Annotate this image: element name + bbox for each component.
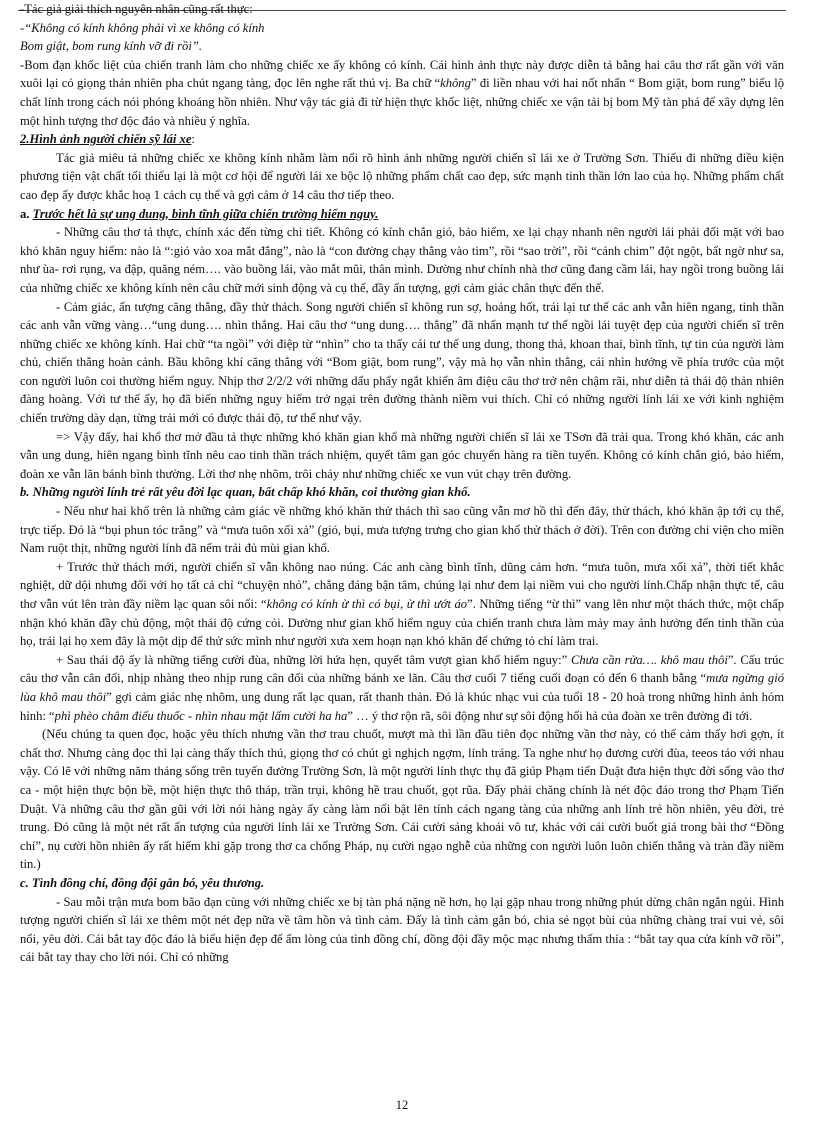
paragraph [20,558,784,651]
heading-label: a. [20,206,30,221]
paragraph: - Cảm giác, ấn tượng căng thẳng, đầy thử thách. Song người chiến sĩ không run sợ, hoảng hốt, trái lại tư thế các anh vẫn hiên ngang, tinh thần các anh vẫn vững vàng…“ung dung…. nhìn thẳng. Hai câu thơ “ung dung…. thẳng” đã nhấn mạnh tư thế ngồi lái tuyệt đẹp của người chiến sĩ trên những chiếc xe không kính. Hai chữ “ta ngồi” với điệp từ “nhìn” cho ta thấy cái tư thế ung dung, thong thả, khoan thai, bình tĩnh, tự tin của người làm chủ, chiến thắng hoàn cảnh. Bầu không khí căng thẳng với “Bom giật, bom rung”, vậy mà họ vẫn nhìn thẳng, cái nhìn hướng về phía trước của một con người luôn coi thường hiểm nguy. Nhịp thơ 2/2/2 với những dấu phẩy ngắt khiến âm điệu câu thơ trở nên chậm rãi, như diễn tả thái độ thản nhiên đàng hoàng. Với tư thế ấy, họ đã biến những nguy hiểm trở ngại trên đường thành niềm vui thích. Chỉ có những người lính lái xe với kinh nghiệm chiến trường dày dạn, từng trải mới có được thái độ, tư thế như vậy. [20,299,784,426]
paragraph: => Vậy đấy, hai khổ thơ mở đầu tả thực những khó khăn gian khổ mà những người chiến sĩ lái xe TSơn đã trải qua. Trong khó khăn, các anh vẫn ung dung, hiên ngang bình tĩnh nêu cao tinh thần trách nhiệm, quyết tâm gan góc chuyển hàng ra tiền tuyến. Không có kính chắn gió, bảo hiểm, đoàn xe vẫn lăn bánh bình thường. Lời thơ nhẹ nhõm, trôi chảy như những chiếc xe vun vút chạy trên đường. [20,429,784,481]
text-run: ” đi liền nhau với hai nốt nhấn “ Bom giật, bom rung” biểu lộ chất lính trong cách nói phóng khoáng hồn nhiên. Như vậy tác giả đi từ hiện thực khốc liệt, những chiếc xe vận tải bị bom Mỹ tàn phá để xây dựng lên một hình tượng thơ độc đáo và nhiều ý nghĩa. [20,76,784,128]
text-run: : [191,132,195,147]
emphasis: không [440,76,471,91]
text-run: + Trước thử thách mới, người chiến sĩ vẫn không nao núng. Các anh càng bình tĩnh, dũng cảm hơn. “mưa tuôn, mưa xối xả”, thời tiết khắc nghiệt, dữ dội nhưng đối với họ tất cả chỉ “chuyện nhỏ”, chẳng đáng bận tâm, chúng lại như đem lại niềm vui cho người lính.Chấp nhận thực tế, câu thơ vẫn vút lên tràn đầy niềm lạc quan sôi nổi: “ [20,559,784,611]
paragraph: - Sau mỗi trận mưa bom bão đạn cùng với những chiếc xe bị tàn phá nặng nề hơn, họ lại gặp nhau trong những phút dừng chân ngắn ngủi. Hình tượng người chiến sĩ lái xe thêm một nét đẹp nữa về tâm hồn và tình cảm. Đấy là tình cảm gắn bó, chia sẻ ngọt bùi của những chàng trai vui vẻ, sôi nổi, yêu đời. Cái bắt tay độc đáo là biểu hiện đẹp để ấm lòng của tình đồng chí, đồng đội đầy mộc mạc nhưng thấm thía : “bắt tay qua cửa kính vỡ rồi”, cái bắt tay thay cho lời nói. Chỉ có những [20,894,784,965]
heading-text: 2.Hình ảnh người chiến sỹ lái xe [20,132,192,147]
quote-line: Bom giật, bom rung kính vỡ đi rồi”. [20,39,202,54]
text-run: -Bom đạn khốc liệt của chiến tranh làm cho những chiếc xe ấy không có kính. Cái hình ảnh thực này được diễn tả bằng hai câu thơ rất gần với văn xuôi lại có giọng thản nhiên pha chút ngang tàng, đọc lên nghe rất thú vị. Ba chữ “ [20,57,784,91]
heading-text: Trước hết là sự ung dung, bình tĩnh giữa chiến trường hiểm nguy. [32,206,379,221]
section-heading [20,130,784,149]
document-page [20,0,784,1123]
paragraph [20,56,784,130]
subsection-heading: b. Những người lính trẻ rất yêu đời lạc quan, bất chấp khó khăn, coi thường gian khổ. [20,485,471,500]
quote: mưa ngừng gió lùa khô mau thôi [20,671,784,704]
text-run: ” … ý thơ rộn rã, sôi động như sự sôi động hối hả của đoàn xe trên đường đi tới. [347,708,753,723]
text-run: ”. Cấu trúc câu thơ vẫn cân đối, nhịp nhàng theo nhịp rung cân đối của những bánh xe lăn. Câu thơ cuối 7 tiếng cuối đoạn có đến 6 thanh bằng “ [20,652,784,686]
paragraph: -Tác giả giải thích nguyên nhân cũng rất thực: [20,2,253,16]
quote: phì phèo châm điếu thuốc - nhìn nhau mặt lấm cười ha ha [54,708,348,723]
page-number: 12 [395,1098,409,1112]
paragraph: - Những câu thơ tả thực, chính xác đến từng chi tiết. Không có kính chắn gió, bảo hiểm, xe lại chạy nhanh nên người lái phải đối mặt với bao khó khăn nguy hiểm: nào là “:gió vào xoa mắt đắng”, nào là “con đường chạy thẳng vào tim”, rồi “sao trời”, rồi “cánh chim” đột ngột, bất ngờ như sa, như ùa- rơi rụng, va đập, quăng ném…. vào buồng lái, vào mắt mũi, thân mình. Dường như chính nhà thơ cũng đang cầm lái, hay ngồi trong buồng lái của những chiếc xe không kính nên câu chữ mới sinh động và cụ thể, đầy ấn tượng, gợi cảm giác chân thực đến thế. [20,225,784,295]
subsection-heading [20,205,784,224]
quote-line: -“Không có kính không phải vì xe không có kính [20,20,265,35]
paragraph [20,651,784,725]
quote: Chưa cần rửa…. khô mau thôi [567,652,728,667]
subsection-heading: c. Tình đồng chí, đồng đội gắn bó, yêu thương. [20,875,265,890]
paragraph: - Nếu như hai khổ trên là những cảm giác về những khó khăn thử thách thì sao cũng vẫn mơ hồ thì đến đây, thử thách, khó khăn ập tới cụ thể, trực tiếp. Đó là “bụi phun tóc trắng” và “mưa tuôn xối xả” (gió, bụi, mưa tượng trưng cho gian khổ thử thách ở đời). Trên con đường chi viện cho miền Nam ruột thịt, những người lính đã nếm trải đủ mùi gian khổ. [20,504,784,556]
paragraph: (Nếu chúng ta quen đọc, hoặc yêu thích nhưng vần thơ trau chuốt, mượt mà thì lần đầu tiên đọc những vần thơ này, có thể cảm thấy hơi gợn, ít chất thơ. Nhưng càng đọc thì lại càng thấy thích thú, giọng thơ có chút gì nghịch ngợm, lính tráng. Ta nghe như họ đương cười đùa, teeos táo với nhau vậy. Có lẽ với những năm tháng sống trên tuyến đường Trường Sơn, là một người lính thực thụ đã giúp Phạm tiến Duật đưa hiện thực đời sống vào thơ ca - một hiện thực bộn bề, một hiện thực thô tháp, trần trụi, không hề trau chuốt, gọt rũa. Đấy phải chăng chính là nét độc đáo trong thơ Phạm Tiến Duật. Và những câu thơ gần gũi với lời nói hàng ngày ấy càng làm nổi bật lên tính cách ngang tàng của những anh lính trẻ hồn nhiên, yêu đời, trẻ trung. Đó cũng là một nét rất ấn tượng của người lính lái xe Trường Sơn. Cái cười sảng khoái vô tư, khác với cái cười buốt giá trong bài thơ “Đồng chí”, nụ cười hồn nhiên ấy rất hiếm khi gặp trong thơ ca chống Pháp, nụ cười ngạo nghễ của những con người luôn luôn chiến thắng và tràn đầy niềm tin.) [20,727,784,872]
quote: không có kính ừ thì có bụi, ừ thì ướt áo [266,597,468,611]
text-run: ”. Những tiếng “ừ thì” vang lên như một thách thức, một chấp nhận khó khăn đầy chủ động, một thái độ cứng cỏi. Dường như gian khổ hiểm nguy của chiến tranh chưa làm mảy may ảnh hưởng đến tinh thần của họ, trái lại họ xem đây là một dịp để thử sức mình như người xưa xem hoạn nạn khó khăn để chứng tỏ chí làm trai. [20,597,785,649]
text-run: ” gợi cảm giác nhẹ nhõm, ung dung rất lạc quan, rất thanh thản. Đó là khúc nhạc vui của tuổi 18 - 20 hoà trong những hình ảnh hóm hỉnh: “ [20,689,784,723]
text-run: + Sau thái độ ấy là những tiếng cười đùa, những lời hứa hẹn, quyết tâm vượt gian khổ hiểm nguy:” [56,652,568,667]
paragraph: Tác giả miêu tả những chiếc xe không kính nhằm làm nổi rõ hình ảnh những người chiến sĩ lái xe ở Trường Sơn. Thiếu đi những điều kiện phương tiện vật chất tối thiểu lại là một cơ hội để người lái xe bộc lộ những phẩm chất cao đẹp, sức mạnh tinh thần lớn lao của họ. Những phẩm chất cao đẹp ấy được khắc hoạ 1 cách cụ thể và gợi cảm ở 14 câu thơ tiếp theo. [20,150,784,202]
